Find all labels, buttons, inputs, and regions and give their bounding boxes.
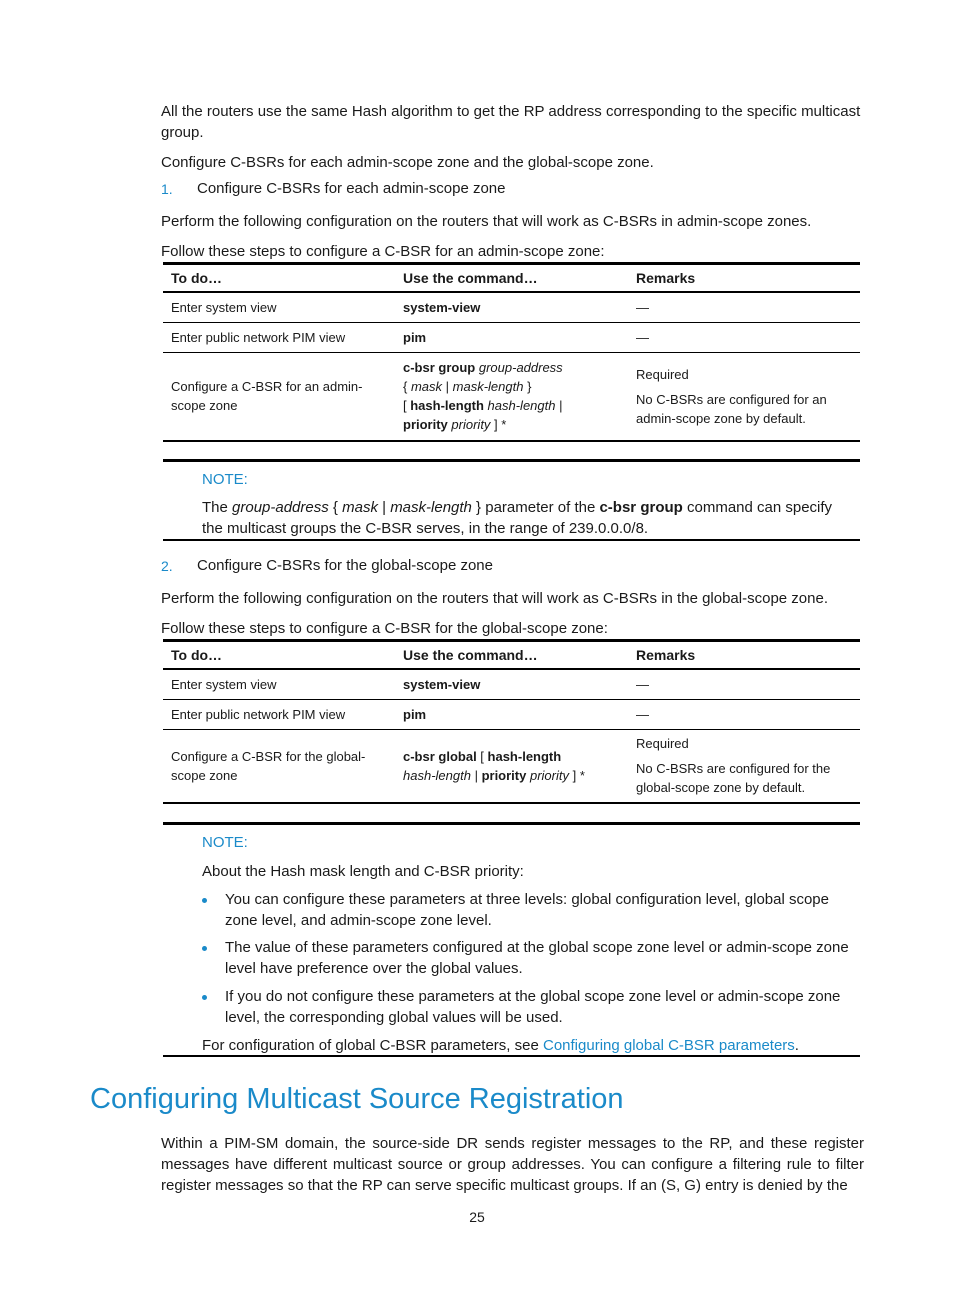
note-text-arg: group-address xyxy=(232,499,329,516)
admin-scope-cbsr-table xyxy=(163,262,860,442)
step-1-paragraph-2: Follow these steps to configure a C-BSR for an admin-scope zone: xyxy=(161,243,605,260)
step-2-title: Configure C-BSRs for the global-scope zone xyxy=(197,557,493,574)
table-row xyxy=(163,699,860,729)
cell-todo: Enter public network PIM view xyxy=(163,322,395,352)
configuring-global-cbsr-link[interactable]: Configuring global C-BSR parameters xyxy=(543,1037,795,1054)
note-box-2 xyxy=(163,822,860,1057)
note-text-span: { xyxy=(328,499,343,516)
note-text-span: | xyxy=(377,499,391,516)
table-row xyxy=(163,729,860,803)
cmd-arg: hash-length xyxy=(403,767,471,783)
table-header-row xyxy=(163,641,860,670)
note-text-arg: mask-length xyxy=(390,499,472,516)
list-item-text: You can configure these parameters at three levels: global configuration level, global scope zone level, and admin-scope zone level. xyxy=(225,891,829,929)
note-text-arg: mask xyxy=(342,499,378,516)
cmd-sym: | xyxy=(555,398,563,414)
list-item xyxy=(202,986,852,1028)
cmd-keyword: priority xyxy=(403,417,448,433)
note-text-span: The xyxy=(202,499,233,516)
see-also-prefix: For configuration of global C-BSR parameters, see xyxy=(202,1037,543,1054)
step-2-paragraph-2: Follow these steps to configure a C-BSR for the global-scope zone: xyxy=(161,620,608,637)
note-1-text xyxy=(202,497,854,539)
cmd-sym: } xyxy=(523,379,532,395)
cmd-arg: hash-length xyxy=(487,398,556,414)
table-row xyxy=(163,669,860,699)
cell-command: system-view xyxy=(395,292,628,322)
cell-command: pim xyxy=(395,699,628,729)
cell-remarks: — xyxy=(628,322,860,352)
section-title: Configuring Multicast Source Registration xyxy=(90,1083,624,1115)
cmd-arg: priority xyxy=(529,767,569,783)
cell-remarks: — xyxy=(628,699,860,729)
note-label: NOTE: xyxy=(202,471,248,488)
cmd-arg: group-address xyxy=(478,360,563,376)
bullet-icon xyxy=(202,995,207,1000)
list-item xyxy=(202,889,852,931)
step-1-title: Configure C-BSRs for each admin-scope zone xyxy=(197,180,506,197)
cell-command xyxy=(395,729,628,803)
remark-required: Required xyxy=(636,366,689,382)
cmd-sym: [ xyxy=(476,748,488,764)
step-1-paragraph-1: Perform the following configuration on the routers that will work as C-BSRs in admin-scope zones. xyxy=(161,213,812,230)
cmd-sym: ] * xyxy=(490,417,507,433)
step-2-number: 2. xyxy=(161,558,173,574)
cell-command: pim xyxy=(395,322,628,352)
cmd-arg: priority xyxy=(451,417,491,433)
table-row xyxy=(163,292,860,322)
cmd-keyword: hash-length xyxy=(487,748,562,764)
cmd-keyword: priority xyxy=(481,767,527,783)
column-header-remarks: Remarks xyxy=(628,641,860,670)
cell-command: system-view xyxy=(395,669,628,699)
cell-todo: Enter public network PIM view xyxy=(163,699,395,729)
remark-default: No C-BSRs are configured for the global-scope zone by default. xyxy=(636,761,831,796)
column-header-remarks: Remarks xyxy=(628,264,860,293)
see-also-suffix: . xyxy=(794,1037,799,1054)
column-header-command: Use the command… xyxy=(395,641,628,670)
cmd-keyword: c-bsr group xyxy=(403,360,476,376)
cell-remarks: — xyxy=(628,669,860,699)
section-paragraph: Within a PIM-SM domain, the source-side DR sends register messages to the RP, and these register messages have different multicast source or group addresses. You can configure a filtering rule to filter register messages so that the RP can serve specific multicast groups. If an (S, G) entry is denied by the xyxy=(161,1135,864,1194)
table-header-row xyxy=(163,264,860,293)
column-header-todo: To do… xyxy=(163,641,395,670)
cmd-sym: ] * xyxy=(569,767,585,783)
cmd-arg: mask xyxy=(410,379,443,395)
cmd-keyword: c-bsr global xyxy=(403,748,477,764)
note-text-span: command can specify the multicast groups the C-BSR serves, in the range of 239.0.0.0/8. xyxy=(202,499,833,537)
cell-command xyxy=(395,352,628,441)
list-item-text: If you do not configure these parameters at the global scope zone level or admin-scope zone level, the corresponding global values will be used. xyxy=(225,988,841,1026)
step-2-paragraph-1: Perform the following configuration on the routers that will work as C-BSRs in the global-scope zone. xyxy=(161,590,828,607)
note-text-keyword: c-bsr group xyxy=(599,499,683,516)
table-row xyxy=(163,352,860,441)
note-text-span: } parameter of the xyxy=(471,499,600,516)
page-number: 25 xyxy=(469,1209,485,1225)
intro-paragraph-1: All the routers use the same Hash algorithm to get the RP address corresponding to the specific multicast group. xyxy=(161,103,861,141)
list-item-text: The value of these parameters configured at the global scope zone level or admin-scope zone level have preference over the global values. xyxy=(225,939,849,977)
remark-default: No C-BSRs are configured for an admin-scope zone by default. xyxy=(636,391,827,426)
note-2-see-also xyxy=(202,1035,854,1056)
cmd-sym: | xyxy=(442,379,453,395)
cmd-keyword: hash-length xyxy=(410,398,484,414)
note-box-1 xyxy=(163,459,860,541)
cell-todo: Enter system view xyxy=(163,669,395,699)
bullet-icon xyxy=(202,946,207,951)
cell-remarks xyxy=(628,729,860,803)
cmd-sym: [ xyxy=(403,398,411,414)
cmd-sym: { xyxy=(403,379,411,395)
table-row xyxy=(163,322,860,352)
list-item xyxy=(202,937,852,979)
note-label: NOTE: xyxy=(202,834,248,851)
cmd-arg: mask-length xyxy=(452,379,524,395)
cmd-sym: | xyxy=(470,767,482,783)
cell-todo: Configure a C-BSR for an admin-scope zone xyxy=(163,352,395,441)
column-header-command: Use the command… xyxy=(395,264,628,293)
global-scope-cbsr-table xyxy=(163,639,860,804)
cell-todo: Configure a C-BSR for the global-scope zone xyxy=(163,729,395,803)
note-2-intro: About the Hash mask length and C-BSR priority: xyxy=(202,863,524,880)
cell-remarks xyxy=(628,352,860,441)
cell-remarks: — xyxy=(628,292,860,322)
column-header-todo: To do… xyxy=(163,264,395,293)
step-1-number: 1. xyxy=(161,181,173,197)
intro-paragraph-2: Configure C-BSRs for each admin-scope zone and the global-scope zone. xyxy=(161,154,654,171)
remark-required: Required xyxy=(636,736,689,752)
cell-todo: Enter system view xyxy=(163,292,395,322)
bullet-icon xyxy=(202,898,207,903)
